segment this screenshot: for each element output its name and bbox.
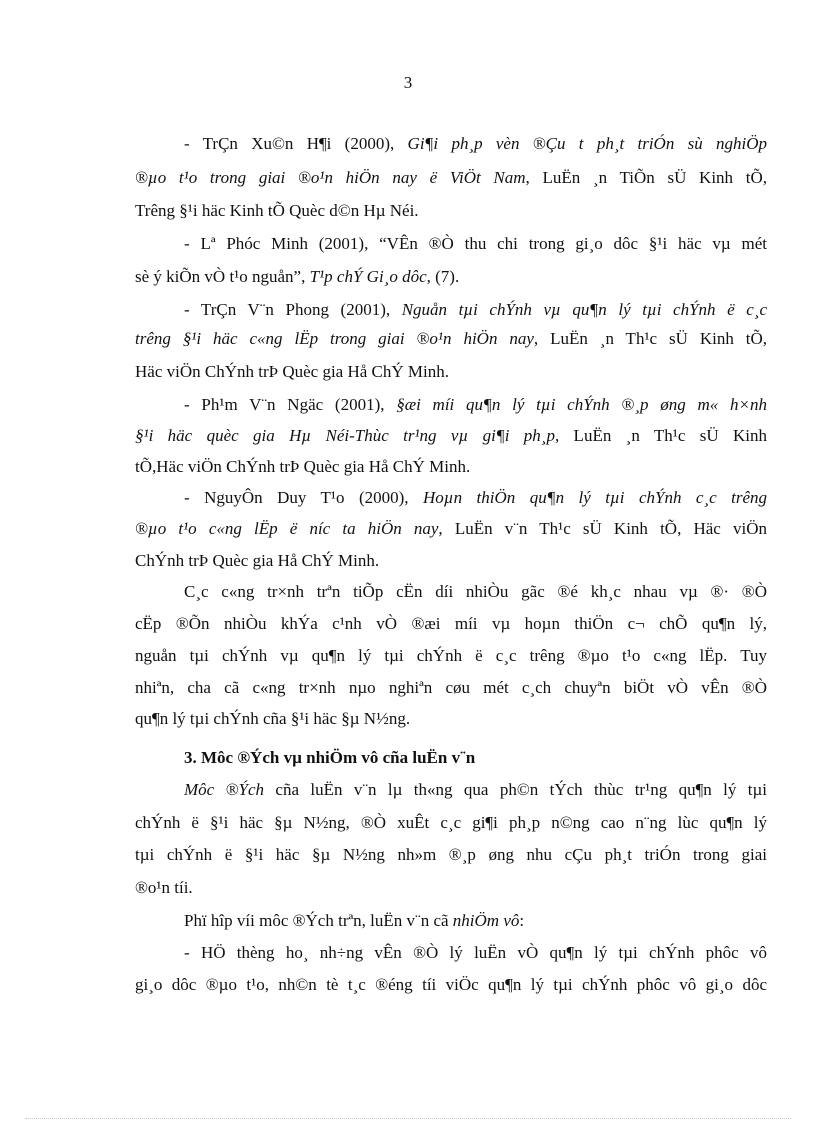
- reference-title: Nguån tµi chÝnh vµ qu¶n lý tµi chÝnh ë c¸c: [401, 300, 767, 319]
- task-1-line-2: gi¸o dôc ®µo t¹o, nh©n tè t¸c ®éng tíi viÖc qu¶n lý tµi chÝnh phôc vô gi¸o dôc: [135, 975, 767, 994]
- reference-text: sè ý kiÕn vÒ t¹o nguån”,: [135, 267, 310, 286]
- purpose-text: cña luËn v¨n lµ th«ng qua ph©n tÝch thùc tr¹ng qu¶n lý tµi: [264, 780, 767, 799]
- reference-title: Hoµn thiÖn qu¶n lý tµi chÝnh c¸c trêng: [423, 488, 767, 507]
- section-heading: 3. Môc ®Ých vµ nhiÖm vô cña luËn v¨n: [184, 748, 476, 767]
- summary-line-2: cËp ®Õn nhiÒu khÝa c¹nh vÒ ®æi míi vµ hoµn thiÖn c¬ chÕ qu¶n lý,: [135, 614, 767, 633]
- reference-1-line-2: [135, 166, 767, 190]
- tasks-term: nhiÖm vô: [452, 911, 520, 930]
- reference-title: ®µo t¹o c«ng lËp ë níc ta hiÖn nay: [135, 519, 439, 538]
- tasks-intro-text: Phï hîp víi môc ®Ých trªn, luËn v¨n cã: [184, 911, 453, 930]
- reference-title: trêng §¹i häc c«ng lËp trong giai ®o¹n hiÖn nay: [135, 329, 534, 348]
- reference-text: - NguyÔn Duy T¹o (2000),: [184, 488, 423, 507]
- reference-title: Gi¶i ph¸p vèn ®Çu t ph¸t triÓn sù nghiÖp: [407, 134, 767, 153]
- reference-text: - TrÇn Xu©n H¶i (2000),: [184, 134, 408, 153]
- reference-text: Trêng §¹i häc Kinh tÕ Quèc d©n Hµ Néi.: [135, 201, 419, 220]
- summary-line-4: nhiªn, cha cã c«ng tr×nh nµo nghiªn cøu mét c¸ch chuyªn biÖt vÒ vÊn ®Ò: [135, 678, 767, 697]
- reference-3-line-2: [135, 327, 767, 351]
- reference-text: tÕ,Häc viÖn ChÝnh trÞ Quèc gia Hå ChÝ Minh.: [135, 457, 471, 476]
- reference-1-line-1: [135, 132, 767, 156]
- reference-text: , LuËn ¸n Th¹c sÜ Kinh: [554, 426, 767, 445]
- journal-title: T¹p chÝ Gi¸o dôc: [309, 267, 427, 286]
- purpose-text: ®o¹n tíi.: [135, 878, 193, 897]
- reference-text: - Ph¹m V¨n Ngäc (2001),: [184, 395, 397, 414]
- reference-3-line-1: [135, 298, 767, 322]
- reference-text: , (7).: [426, 267, 460, 286]
- reference-5-line-1: [135, 486, 767, 510]
- reference-2-line-1: [135, 232, 767, 256]
- reference-4-line-2: [135, 424, 767, 448]
- reference-text: Häc viÖn ChÝnh trÞ Quèc gia Hå ChÝ Minh.: [135, 362, 449, 381]
- purpose-text: tµi chÝnh ë §¹i häc §µ N½ng nh»m ®¸p øng nhu cÇu ph¸t triÓn trong giai: [135, 845, 767, 864]
- purpose-line-2: [135, 811, 767, 835]
- reference-text: ChÝnh trÞ Quèc gia Hå ChÝ Minh.: [135, 551, 380, 570]
- reference-text: , LuËn ¸n Th¹c sÜ Kinh tÕ,: [533, 329, 767, 348]
- purpose-line-1: [135, 778, 767, 802]
- reference-text: - Lª Phóc Minh (2001), “VÊn ®Ò thu chi trong gi¸o dôc §¹i häc vµ mét: [184, 234, 767, 253]
- reference-title: ®µo t¹o trong giai ®o¹n hiÖn nay ë ViÖt Nam: [135, 168, 526, 187]
- reference-title: §¹i häc quèc gia Hµ Néi-Thùc tr¹ng vµ gi¶i ph¸p: [135, 426, 555, 445]
- summary-line-1: C¸c c«ng tr×nh trªn tiÕp cËn díi nhiÒu gãc ®é kh¸c nhau vµ ®· ®Ò: [184, 582, 767, 601]
- tasks-intro-text: :: [519, 911, 525, 930]
- reference-text: , LuËn ¸n TiÕn sÜ Kinh tÕ,: [525, 168, 767, 187]
- reference-1-line-3: [135, 199, 419, 223]
- summary-line-3: nguån tµi chÝnh vµ qu¶n lý tµi chÝnh ë c¸c trêng ®µo t¹o c«ng lËp. Tuy: [135, 646, 767, 665]
- reference-text: - TrÇn V¨n Phong (2001),: [184, 300, 402, 319]
- purpose-term: Môc ®Ých: [184, 780, 265, 799]
- reference-4-line-1: [135, 393, 767, 417]
- reference-title: §æi míi qu¶n lý tµi chÝnh ®¸p øng m« h×nh: [396, 395, 767, 414]
- tasks-intro: [135, 909, 524, 933]
- purpose-text: chÝnh ë §¹i häc §µ N½ng, ®Ò xuÊt c¸c gi¶i ph¸p n©ng cao n¨ng lùc qu¶n lý: [135, 813, 767, 832]
- reference-4-line-3: [135, 455, 470, 479]
- reference-2-line-2: [135, 265, 459, 289]
- reference-3-line-3: [135, 360, 449, 384]
- task-1-line-1: - HÖ thèng ho¸ nh÷ng vÊn ®Ò lý luËn vÒ qu¶n lý tµi chÝnh phôc vô: [184, 943, 767, 962]
- reference-text: , LuËn v¨n Th¹c sÜ Kinh tÕ, Häc viÖn: [438, 519, 767, 538]
- purpose-line-4: [135, 876, 193, 900]
- reference-5-line-2: [135, 517, 767, 541]
- page-bottom-divider: [25, 1118, 791, 1119]
- purpose-line-3: [135, 843, 767, 867]
- reference-5-line-3: [135, 549, 379, 573]
- page-number: 3: [403, 73, 413, 92]
- summary-line-5: qu¶n lý tµi chÝnh cña §¹i häc §µ N½ng.: [135, 709, 411, 728]
